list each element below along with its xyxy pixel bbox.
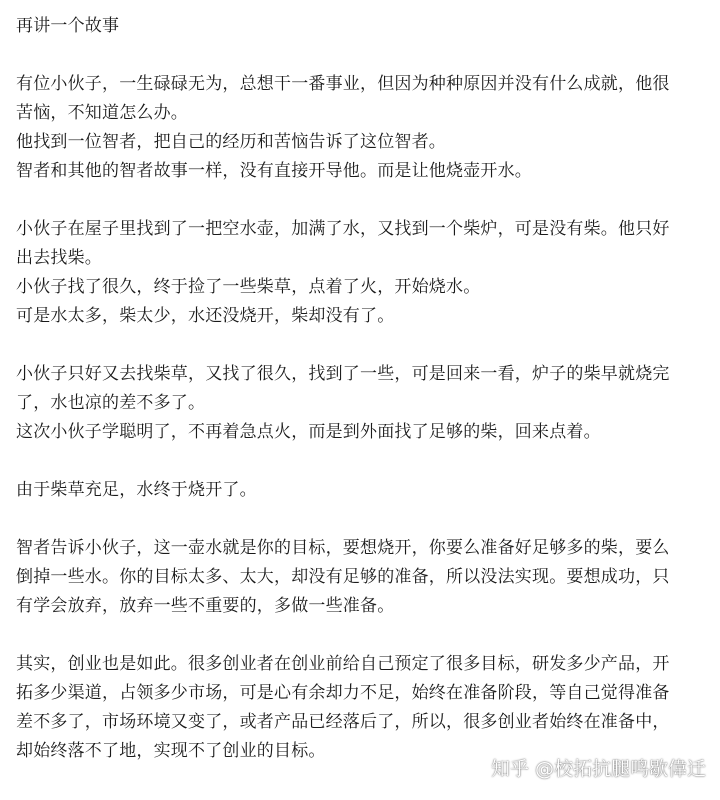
paragraph-3 <box>16 360 712 447</box>
paragraph-line: 小伙子找了很久，终于捡了一些柴草，点着了火，开始烧水。 <box>16 277 481 297</box>
article-body <box>16 12 712 766</box>
paragraph-line: 小伙子在屋子里找到了一把空水壶，加满了水，又找到一个柴炉，可是没有柴。他只好 <box>16 219 670 239</box>
paragraph-line: 可是水太多，柴太少，水还没烧开，柴却没有了。 <box>16 306 395 326</box>
paragraph-line: 智者告诉小伙子，这一壶水就是你的目标，要想烧开，你要么准备好足够多的柴，要么 <box>16 538 670 558</box>
paragraph-line: 差不多了，市场环境又变了，或者产品已经落后了，所以，很多创业者始终在准备中， <box>16 712 670 732</box>
paragraph-line: 小伙子只好又去找柴草，又找了很久，找到了一些，可是回来一看，炉子的柴早就烧完 <box>16 364 670 384</box>
paragraph-1 <box>16 70 712 186</box>
paragraph-2 <box>16 215 712 331</box>
paragraph-line: 他找到一位智者，把自己的经历和苦恼告诉了这位智者。 <box>16 132 446 152</box>
paragraph-line: 其实，创业也是如此。很多创业者在创业前给自己预定了很多目标，研发多少产品，开 <box>16 654 670 674</box>
paragraph-4 <box>16 476 712 505</box>
article-title: 再讲一个故事 <box>16 16 120 36</box>
paragraph-line: 拓多少渠道，占领多少市场，可是心有余却力不足，始终在准备阶段，等自己觉得准备 <box>16 683 670 703</box>
paragraph-line: 有学会放弃，放弃一些不重要的，多做一些准备。 <box>16 596 395 616</box>
paragraph-6 <box>16 650 712 766</box>
paragraph-line: 这次小伙子学聪明了，不再着急点火，而是到外面找了足够的柴，回来点着。 <box>16 422 601 442</box>
paragraph-line: 智者和其他的智者故事一样，没有直接开导他。而是让他烧壶开水。 <box>16 161 532 181</box>
paragraph-line: 有位小伙子，一生碌碌无为，总想干一番事业，但因为种种原因并没有什么成就，他很 <box>16 74 670 94</box>
paragraph-line: 了，水也凉的差不多了。 <box>16 393 206 413</box>
paragraph-line: 出去找柴。 <box>16 248 102 268</box>
paragraph-line: 苦恼，不知道怎么办。 <box>16 103 188 123</box>
paragraph-line: 由于柴草充足，水终于烧开了。 <box>16 480 257 500</box>
paragraph-line: 倒掉一些水。你的目标太多、太大，却没有足够的准备，所以没法实现。要想成功，只 <box>16 567 670 587</box>
paragraph-5 <box>16 534 712 621</box>
zhihu-watermark: 知乎 @校拓抗腿鸣歇偉迁 <box>490 758 706 780</box>
paragraph-line: 却始终落不了地，实现不了创业的目标。 <box>16 741 326 761</box>
